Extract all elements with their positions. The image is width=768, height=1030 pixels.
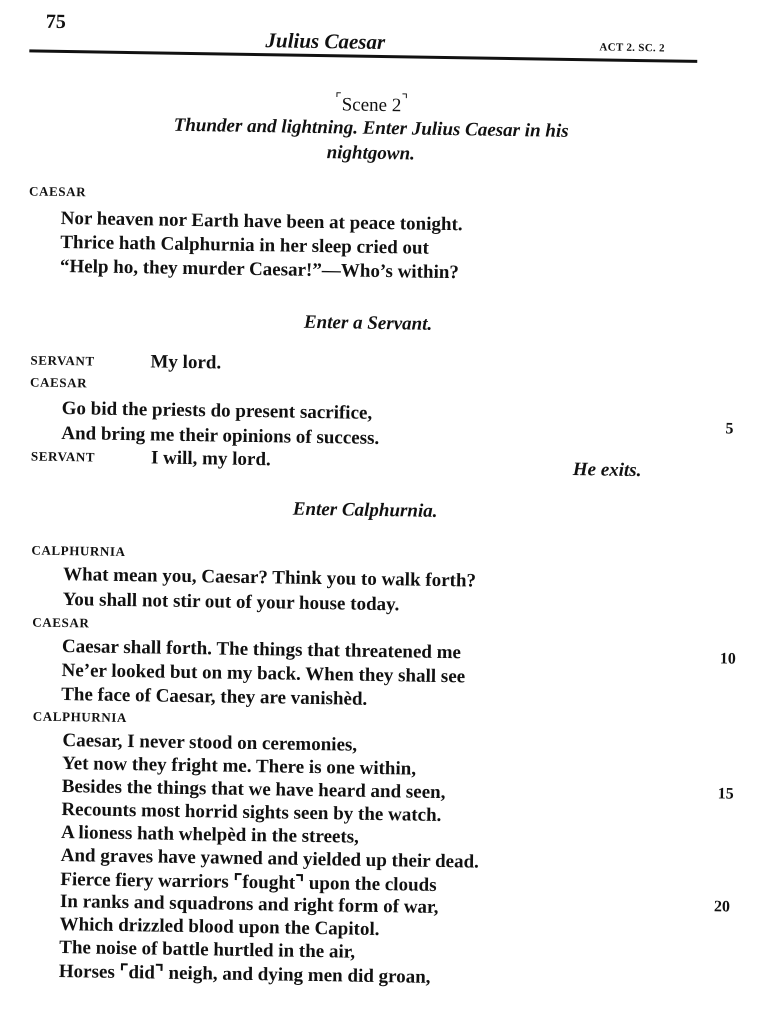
line-number: 10	[719, 650, 736, 668]
verse-line: My lord.	[150, 351, 222, 374]
stage-direction-exit: He exits.	[572, 459, 642, 482]
speaker-caesar: CAESAR	[32, 614, 90, 631]
verse-line: Nor heaven nor Earth have been at peace tonight.	[60, 207, 463, 236]
page-number: 75	[45, 10, 66, 34]
verse-line: And graves have yawned and yielded up their dead.	[60, 845, 480, 873]
verse-line: Caesar, I never stood on ceremonies,	[62, 730, 358, 756]
line-number: 20	[713, 898, 731, 916]
open-bracket: ⌜	[335, 91, 342, 108]
speaker-calphurnia: CALPHURNIA	[32, 708, 128, 726]
stage-direction-opening: Thunder and lightning. Enter Julius Caesar in his	[173, 114, 569, 142]
verse-line: Fierce fiery warriors ⌜fought⌝ upon the clouds	[60, 869, 437, 896]
scene-label: Scene 2	[341, 94, 402, 117]
stage-direction-enter-calphurnia: Enter Calphurnia.	[292, 498, 438, 522]
running-title: Julius Caesar	[265, 28, 386, 55]
verse-line: You shall not stir out of your house today.	[62, 589, 400, 616]
verse-line: Horses ⌜did⌝ neigh, and dying men did groan,	[58, 961, 431, 988]
verse-line: Ne’er looked but on my back. When they shall see	[61, 660, 466, 688]
verse-line: Yet now they fright me. There is one within,	[61, 753, 417, 780]
verse-line: And bring me their opinions of success.	[61, 422, 380, 449]
close-bracket: ⌝	[401, 92, 409, 109]
act-scene-marker: ACT 2. SC. 2	[599, 41, 665, 55]
verse-line: Thrice hath Calphurnia in her sleep cried out	[60, 231, 430, 259]
speaker-calphurnia: CALPHURNIA	[31, 542, 126, 560]
stage-direction-enter-servant: Enter a Servant.	[303, 311, 433, 335]
stage-direction-opening-cont: nightgown.	[326, 142, 416, 165]
verse-line: The face of Caesar, they are vanishèd.	[61, 684, 368, 710]
verse-line: Caesar shall forth. The things that threatened me	[61, 636, 462, 664]
line-number: 15	[717, 785, 734, 803]
verse-line: Which drizzled blood upon the Capitol.	[59, 914, 380, 941]
speaker-servant: SERVANT	[30, 448, 96, 465]
verse-line: What mean you, Caesar? Think you to walk forth?	[62, 564, 477, 592]
speaker-caesar: CAESAR	[29, 183, 87, 200]
verse-line: Go bid the priests do present sacrifice,	[61, 397, 373, 424]
verse-line: “Help ho, they murder Caesar!”—Who’s within?	[59, 255, 460, 284]
verse-line: I will, my lord.	[150, 447, 271, 471]
speaker-servant: SERVANT	[30, 352, 95, 369]
line-number: 5	[725, 420, 734, 438]
verse-line: The noise of battle hurtled in the air,	[59, 937, 356, 963]
verse-line: A lioness hath whelpèd in the streets,	[60, 822, 360, 848]
verse-line: Besides the things that we have heard and seen,	[61, 776, 446, 804]
verse-line: Recounts most horrid sights seen by the watch.	[61, 799, 442, 826]
verse-line: In ranks and squadrons and right form of war,	[59, 891, 439, 918]
speaker-caesar: CAESAR	[30, 374, 88, 391]
